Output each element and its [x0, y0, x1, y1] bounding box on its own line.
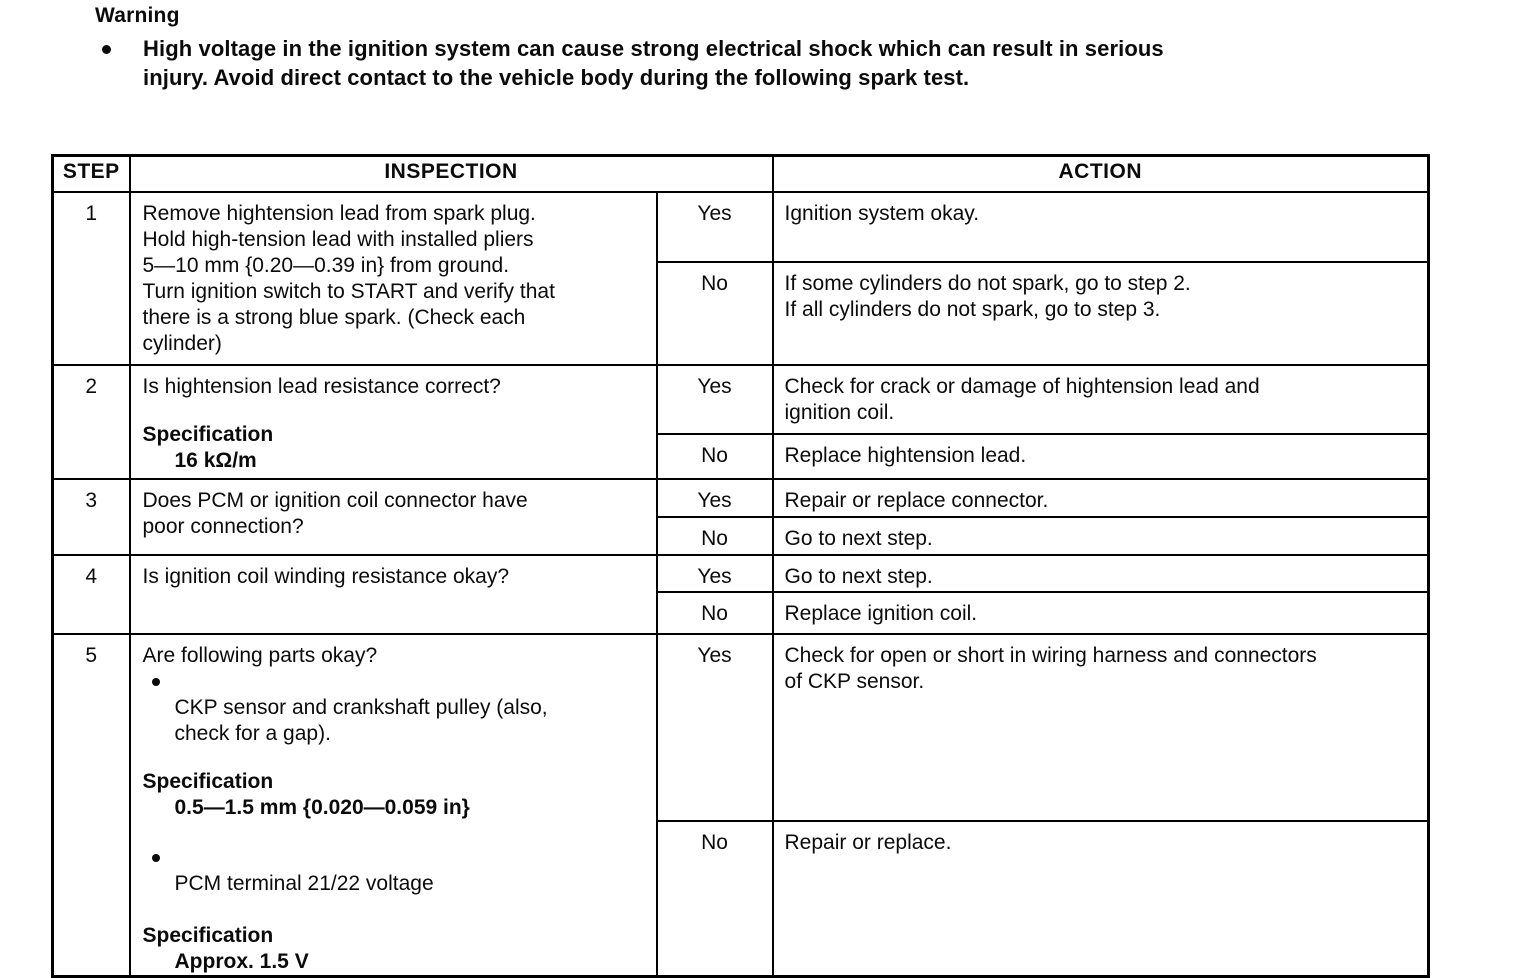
yes-action — [773, 555, 1429, 592]
inspection-cell — [130, 555, 657, 634]
no-label: No — [657, 262, 773, 365]
inspection-text: Remove hightension lead from spark plug. Hold high-tension lead with installed pliers 5—10 mm {0.20—0.39 in} from ground. Turn ignition switch to START and verify that there is a strong blue spark. (Check each cylinder) — [142, 201, 555, 355]
action-text: Repair or replace. — [784, 830, 952, 854]
no-label: No — [657, 821, 773, 976]
warning-text: High voltage in the ignition system can cause strong electrical shock which can result in serious injury. Avoid direct contact to the vehicle body during the following spark test. — [143, 36, 1164, 90]
table-row — [53, 555, 1429, 592]
inspection-cell — [130, 479, 657, 555]
specification-label: Specification — [142, 923, 274, 947]
action-text: Check for open or short in wiring harness and connectors of CKP sensor. — [784, 643, 1317, 693]
specification-block — [143, 923, 642, 975]
step-number: 2 — [53, 365, 130, 479]
action-text: If some cylinders do not spark, go to step 2. If all cylinders do not spark, go to step 3. — [784, 271, 1191, 321]
specification-value: Approx. 1.5 V — [174, 949, 309, 973]
yes-action — [773, 192, 1429, 262]
troubleshooting-table — [51, 154, 1430, 978]
no-action — [773, 434, 1429, 479]
yes-action — [773, 365, 1429, 434]
inspection-question: Is hightension lead resistance correct? — [142, 374, 501, 398]
bullet-text: PCM terminal 21/22 voltage — [174, 871, 434, 895]
step-number: 3 — [53, 479, 130, 555]
bullet-icon — [152, 854, 160, 862]
inspection-bullet-item — [143, 845, 642, 897]
yes-label: Yes — [657, 479, 773, 517]
header-step: STEP — [53, 156, 130, 192]
action-text: Replace hightension lead. — [784, 443, 1027, 467]
inspection-question: Is ignition coil winding resistance okay? — [142, 564, 510, 588]
no-action — [773, 517, 1429, 555]
no-label: No — [657, 517, 773, 555]
header-inspection: INSPECTION — [130, 156, 773, 192]
specification-block — [143, 422, 642, 474]
specification-label: Specification — [142, 422, 274, 446]
specification-value: 0.5—1.5 mm {0.020—0.059 in} — [174, 795, 470, 819]
table-row — [53, 479, 1429, 517]
step-number: 5 — [53, 634, 130, 977]
yes-action — [773, 634, 1429, 821]
specification-label: Specification — [142, 769, 274, 793]
yes-action — [773, 479, 1429, 517]
no-label: No — [657, 592, 773, 634]
table-row — [53, 634, 1429, 821]
warning-title: Warning — [95, 4, 180, 27]
inspection-cell — [130, 192, 657, 365]
action-text: Repair or replace connector. — [784, 488, 1049, 512]
no-action — [773, 262, 1429, 365]
inspection-question: Does PCM or ignition coil connector have poor connection? — [142, 488, 528, 538]
action-text: Check for crack or damage of hightension lead and ignition coil. — [784, 374, 1260, 424]
action-text: Go to next step. — [784, 526, 933, 550]
action-text: Replace ignition coil. — [784, 601, 978, 625]
table-row — [53, 192, 1429, 262]
yes-label: Yes — [657, 634, 773, 821]
action-text: Ignition system okay. — [784, 201, 980, 225]
action-text: Go to next step. — [784, 564, 933, 588]
inspection-cell — [130, 634, 657, 977]
warning-item — [95, 34, 1475, 92]
warning-section — [95, 2, 1475, 92]
no-label: No — [657, 434, 773, 479]
inspection-cell — [130, 365, 657, 479]
table-header-row — [53, 156, 1429, 192]
yes-label: Yes — [657, 365, 773, 434]
step-number: 1 — [53, 192, 130, 365]
yes-label: Yes — [657, 555, 773, 592]
bullet-text: CKP sensor and crankshaft pulley (also, check for a gap). — [174, 695, 548, 745]
bullet-icon — [152, 678, 160, 686]
table-row — [53, 365, 1429, 434]
yes-label: Yes — [657, 192, 773, 262]
no-action — [773, 592, 1429, 634]
inspection-bullet-item — [143, 669, 642, 747]
header-action: ACTION — [773, 156, 1429, 192]
inspection-question: Are following parts okay? — [142, 643, 378, 667]
step-number: 4 — [53, 555, 130, 634]
no-action — [773, 821, 1429, 976]
specification-block — [143, 769, 642, 821]
specification-value: 16 kΩ/m — [174, 448, 257, 472]
bullet-icon — [102, 45, 111, 54]
